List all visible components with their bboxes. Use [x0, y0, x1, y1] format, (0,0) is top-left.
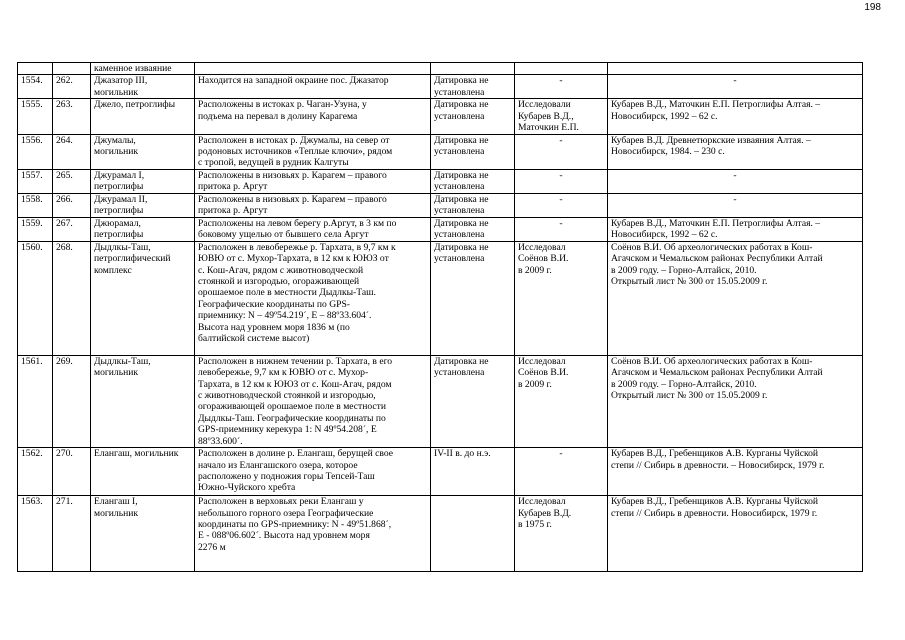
cell-name	[91, 169, 195, 193]
cell-location	[195, 193, 431, 217]
cell-research-text: Исследовал Соёнов В.И. в 2009 г.	[518, 355, 569, 390]
cell-research	[515, 217, 608, 241]
cell-name-text: Джюрамал, петроглифы	[94, 217, 144, 241]
cell-num	[18, 63, 53, 75]
cell-dating-text: Датировка не установлена	[434, 217, 489, 241]
cell-num-text: 1558.	[21, 193, 43, 205]
cell-dating	[431, 75, 515, 99]
cell-dating	[431, 496, 515, 572]
cell-dating-text: Датировка не установлена	[434, 355, 489, 379]
cell-literature-text: -	[733, 169, 737, 181]
cell-dating	[431, 217, 515, 241]
page-number: 198	[864, 2, 881, 13]
cell-dating	[431, 241, 515, 355]
cell-dating-text: Датировка не установлена	[434, 134, 489, 158]
cell-sub-text: 268.	[56, 241, 73, 253]
cell-sub-text: 271.	[56, 496, 73, 508]
cell-location	[195, 241, 431, 355]
cell-dating	[431, 355, 515, 447]
cell-sub	[53, 63, 91, 75]
cell-sub	[53, 193, 91, 217]
cell-literature-text: Кубарев В.Д., Гребенщиков А.В. Курганы Чуйской степи // Сибирь в древности. – Новосибирск, 1979 г.	[611, 448, 825, 471]
cell-literature-text: Кубарев В.Д., Маточкин Е.П. Петроглифы Алтая. – Новосибирск, 1992 – 62 с.	[611, 99, 821, 122]
cell-location	[195, 355, 431, 447]
cell-location-text: Расположен в долине р. Елангаш, берущей свое начало из Елангашского озера, которое расположено у подножия горы Тепсей-Таш Южно-Чуйского хребта	[198, 448, 394, 494]
cell-dating	[431, 169, 515, 193]
cell-research	[515, 134, 608, 169]
cell-num	[18, 99, 53, 134]
cell-sub	[53, 217, 91, 241]
cell-dating	[431, 193, 515, 217]
table-row	[18, 99, 863, 134]
cell-num	[18, 355, 53, 447]
cell-location-text: Расположен в истоках р. Джумалы, на север от родоновых источников «Теплые ключи», рядом с тропой, ведущей в рудник Калгуты	[198, 134, 393, 169]
cell-location	[195, 217, 431, 241]
cell-literature-text: -	[733, 75, 737, 87]
cell-literature-text: Кубарев В.Д., Маточкин Е.П. Петроглифы Алтая. – Новосибирск, 1992 – 62 с.	[611, 217, 821, 241]
monuments-table	[17, 62, 863, 572]
cell-name-text: Джурамал I, петроглифы	[94, 169, 145, 193]
cell-dating-text: Датировка не установлена	[434, 241, 489, 265]
cell-literature	[608, 241, 863, 355]
cell-sub	[53, 496, 91, 572]
cell-dating	[431, 63, 515, 75]
cell-literature	[608, 217, 863, 241]
cell-sub-text: 269.	[56, 355, 73, 367]
cell-research	[515, 75, 608, 99]
cell-location-text: Расположены в истоках р. Чаган-Узуна, у подъема на перевал в долину Карагема	[198, 99, 367, 122]
cell-sub	[53, 169, 91, 193]
cell-research-text: Исследовал Соёнов В.И. в 2009 г.	[518, 241, 569, 276]
cell-literature	[608, 169, 863, 193]
cell-num-text: 1557.	[21, 169, 43, 181]
cell-literature	[608, 355, 863, 447]
cell-num-text: 1563.	[21, 496, 43, 508]
cell-name-text: Дыдлкы-Таш, петроглифический комплекс	[94, 241, 171, 276]
cell-location	[195, 496, 431, 572]
table-row	[18, 75, 863, 99]
cell-sub-text: 263.	[56, 99, 73, 111]
cell-num-text: 1555.	[21, 99, 43, 111]
cell-research-text: -	[559, 134, 563, 146]
table-row	[18, 134, 863, 169]
cell-name	[91, 217, 195, 241]
table-row	[18, 241, 863, 355]
cell-location-text: Расположены в низовьях р. Карагем – правого притока р. Аргут	[198, 193, 387, 217]
cell-name	[91, 134, 195, 169]
cell-num	[18, 169, 53, 193]
cell-literature	[608, 448, 863, 496]
cell-literature	[608, 75, 863, 99]
continuation-name: каменное изваяние	[94, 63, 172, 74]
cell-name-text: Елангаш, могильник	[94, 448, 179, 460]
cell-name	[91, 496, 195, 572]
cell-name-text: Джумалы, могильник	[94, 134, 139, 158]
cell-literature-text: Кубарев В.Д. Древнетюркские изваяния Алтая. – Новосибирск, 1984. – 230 с.	[611, 134, 811, 158]
cell-name	[91, 241, 195, 355]
cell-sub-text: 262.	[56, 75, 73, 87]
cell-location	[195, 99, 431, 134]
cell-name-text: Джазатор III, могильник	[94, 75, 148, 98]
cell-dating-text: Датировка не установлена	[434, 169, 489, 193]
cell-name	[91, 355, 195, 447]
cell-sub-text: 266.	[56, 193, 73, 205]
cell-name	[91, 99, 195, 134]
cell-num-text: 1561.	[21, 355, 43, 367]
cell-research-text: Исследовали Кубарев В.Д., Маточкин Е.П.	[518, 99, 579, 134]
cell-literature-text: Соёнов В.И. Об археологических работах в Кош- Агачском и Чемальском районах Республики Алтай в 2009 году. – Горно-Алтайск, 2010. Открытый лист № 300 от 15.05.2009 г.	[611, 355, 823, 402]
table-row	[18, 496, 863, 572]
cell-research-text: -	[559, 193, 563, 205]
table-row	[18, 355, 863, 447]
cell-dating-text: Датировка не установлена	[434, 193, 489, 217]
cell-location-text: Расположен в левобережье р. Тархата, в 9,7 км к ЮВЮ от с. Мухор-Тархата, в 12 км к ЮЮЗ от с. Кош-Агач, рядом с животноводческой стоянкой и изгородью, огораживающей орошаемое поле в местности Дыдлкы-Таш. Географические координаты по GPS- приемнику: N – 49º54.219´, E – 88º33.604´. Высота над уровнем моря 1836 м (по балтийской системе высот)	[198, 241, 396, 345]
cell-dating	[431, 134, 515, 169]
cell-num	[18, 75, 53, 99]
cell-literature	[608, 193, 863, 217]
table-body	[18, 63, 863, 572]
cell-location	[195, 169, 431, 193]
cell-sub	[53, 448, 91, 496]
cell-num-text: 1556.	[21, 134, 43, 146]
cell-name-text: Дыдлкы-Таш, могильник	[94, 355, 151, 379]
cell-num	[18, 448, 53, 496]
cell-name	[91, 448, 195, 496]
table-row	[18, 169, 863, 193]
table-row	[18, 448, 863, 496]
cell-research	[515, 496, 608, 572]
cell-sub	[53, 241, 91, 355]
cell-literature	[608, 63, 863, 75]
cell-dating	[431, 448, 515, 496]
cell-literature-text: Соёнов В.И. Об археологических работах в Кош- Агачском и Чемальском районах Республики Алтай в 2009 году. – Горно-Алтайск, 2010. Открытый лист № 300 от 15.05.2009 г.	[611, 241, 823, 288]
cell-location-text: Расположены на левом берегу р.Аргут, в 3 км по боковому ущелью от бывшего села Аргут	[198, 217, 397, 241]
cell-num-text: 1560.	[21, 241, 43, 253]
cell-research	[515, 448, 608, 496]
cell-sub	[53, 75, 91, 99]
cell-research	[515, 169, 608, 193]
cell-dating	[431, 99, 515, 134]
cell-research-text: -	[559, 448, 563, 460]
cell-location-text: Расположен в нижнем течении р. Тархата, в его левобережье, 9,7 км к ЮВЮ от с. Мухор- Тархата, в 12 км к ЮЮЗ от с. Кош-Агач, рядом с животноводческой стоянкой и изгородью, огораживающей орошаемое поле в местности Дыдлкы-Таш. Географические координаты по GPS-приемнику керекура 1: N 49º54.208´, E 88º33.600´.	[198, 355, 393, 447]
cell-location-text: Расположены в низовьях р. Карагем – правого притока р. Аргут	[198, 169, 387, 193]
cell-literature-text: Кубарев В.Д., Гребенщиков А.В. Курганы Чуйской степи // Сибирь в древности. Новосибирск, 1979 г.	[611, 496, 819, 519]
cell-num-text: 1562.	[21, 448, 43, 460]
cell-sub	[53, 355, 91, 447]
cell-literature-text: -	[733, 193, 737, 205]
cell-num	[18, 193, 53, 217]
cell-research	[515, 99, 608, 134]
cell-research-text: -	[559, 217, 563, 229]
cell-sub-text: 270.	[56, 448, 73, 460]
table-row	[18, 193, 863, 217]
cell-research	[515, 355, 608, 447]
cell-dating-text: IV-II в. до н.э.	[434, 448, 491, 460]
cell-research-text: -	[559, 75, 563, 87]
cell-dating-text: Датировка не установлена	[434, 99, 489, 122]
cell-num-text: 1559.	[21, 217, 43, 229]
cell-location-text: Расположен в верховьях реки Елангаш у небольшого горного озера Географические координаты по GPS-приемнику: N - 49º51.868´, E - 088º06.602´. Высота над уровнем моря 2276 м	[198, 496, 392, 553]
cell-name-text: Джурамал II, петроглифы	[94, 193, 148, 217]
cell-location	[195, 63, 431, 75]
cell-location-text: Находится на западной окраине пос. Джазатор	[198, 75, 389, 87]
cell-name	[91, 75, 195, 99]
cell-research	[515, 193, 608, 217]
cell-num	[18, 217, 53, 241]
cell-name-text: Джело, петроглифы	[94, 99, 176, 111]
cell-sub-text: 264.	[56, 134, 73, 146]
cell-location	[195, 134, 431, 169]
cell-name	[91, 63, 195, 75]
cell-dating-text: Датировка не установлена	[434, 75, 489, 98]
cell-sub-text: 265.	[56, 169, 73, 181]
cell-name	[91, 193, 195, 217]
cell-num	[18, 134, 53, 169]
cell-sub	[53, 99, 91, 134]
cell-num	[18, 241, 53, 355]
cell-research	[515, 63, 608, 75]
cell-name-text: Елангаш I, могильник	[94, 496, 139, 519]
cell-research	[515, 241, 608, 355]
cell-num-text: 1554.	[21, 75, 43, 87]
cell-sub	[53, 134, 91, 169]
cell-location	[195, 75, 431, 99]
cell-literature	[608, 99, 863, 134]
cell-research-text: Исследовал Кубарев В.Д. в 1975 г.	[518, 496, 572, 530]
cell-literature	[608, 496, 863, 572]
continuation-row	[18, 63, 863, 75]
cell-literature	[608, 134, 863, 169]
cell-location	[195, 448, 431, 496]
table-row	[18, 217, 863, 241]
cell-num	[18, 496, 53, 572]
cell-sub-text: 267.	[56, 217, 73, 229]
cell-research-text: -	[559, 169, 563, 181]
